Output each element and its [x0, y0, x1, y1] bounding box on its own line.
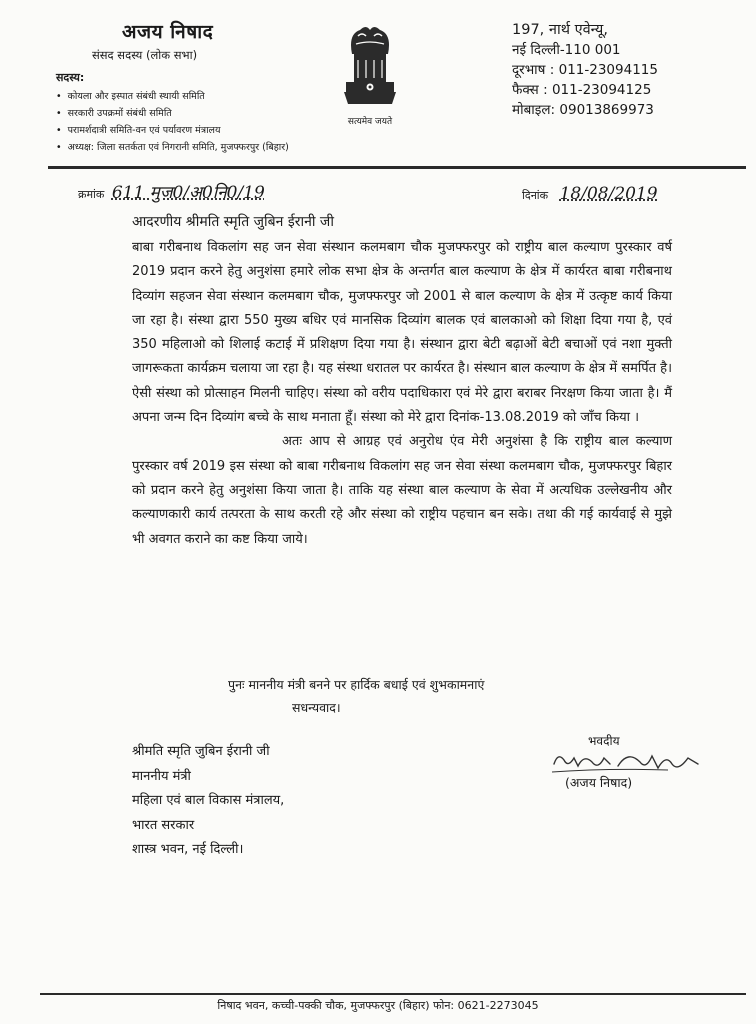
date-value: 18/08/2019 — [559, 184, 658, 204]
fax-number: फैक्स : 011-23094125 — [512, 82, 652, 98]
committee-item: • कोयला और इस्पात संबंधी स्थायी समिति — [56, 88, 396, 105]
salutation: आदरणीय श्रीमति स्मृति जुबिन ईरानी जी — [132, 214, 334, 230]
addressee-block — [132, 740, 284, 863]
body-paragraph: बाबा गरीबनाथ विकलांग सह जन सेवा संस्थान कलमबाग चौक मुजफ्फरपुर को राष्ट्रीय बाल कल्याण पुरस्कार वर्ष 2019 प्रदान करने हेतु अनुशंसा हमारे लोक सभा क्षेत्र के अन्तर्गत बाल कल्याण के क्षेत्र में कार्यरत बाबा गरीबनाथ दिव्यांग सहजन सेवा संस्थान कलमबाग चौक, मुजफ्फरपुर जो 2001 से बाल कल्याण के क्षेत्र में उत्कृष्ट कार्य किया जा रहा है। संस्था द्वारा 550 मुख्य बधिर एवं मानसिक दिव्यांग बालक एवं बालकाओ को शिक्षा दिया गया है, एवं 350 महिलाओ को शिलाई कटाई में प्रशिक्षण दिया गया है। संस्थान द्वारा बेटी बढ़ाओं बेटी बचाओं एवं नशा मुक्ती जागरूकता कार्यक्रम चलाया जा रहा है। यह संस्था धरातल पर कार्यरत है। संस्थान बाल कल्याण के क्षेत्र में समर्पित है। ऐसी संस्था को प्रोत्साहन मिलनी चाहिए। संस्था को वरीय पदाधिकारा एवं मेरे द्वारा बराबर निरक्षण किया जाता है। मैं अपना जन्म दिन दिव्यांग बच्चे के साथ मनाता हूँ। संस्था को मेरे द्वारा दिनांक-13.08.2019 को जाँच किया । — [132, 240, 673, 426]
letter-date — [522, 184, 658, 204]
address-line: नई दिल्ली-110 001 — [512, 42, 621, 58]
letterhead-right — [512, 20, 742, 120]
sender-designation: संसद सदस्य (लोक सभा) — [92, 48, 198, 62]
reference-value: 611 मुज0/अ0नि0/19 — [111, 183, 265, 203]
body-paragraph: अतः आप से आग्रह एवं अनुरोध एंव मेरी अनुशंसा है कि राष्ट्रीय बाल कल्याण पुरस्कार वर्ष 2019 इस संस्था को बाबा गरीबनाथ विकलांग सह जन सेवा संस्था कलमबाग चौक, मुजफ्फरपुर बिहार को प्रदान करने हेतु अनुशंसा किया जाता है। ताकि यह संस्था बाल कल्याण के सेवा में अत्यधिक उल्लेखनीय और कल्याणकारी कार्य तत्परता के साथ करती रहे और संस्था को राष्ट्रीय पहचान बन सके। तथा की गई कार्यवाई से मुझे भी अवगत कराने का कष्ट किया जाये। — [132, 434, 672, 547]
thanks-line: सधन्यवाद। — [292, 700, 341, 715]
committee-item: • परामर्शदात्री समिति-वन एवं पर्यावरण मंत्रालय — [56, 122, 396, 139]
national-emblem-icon — [330, 20, 410, 110]
reference-label: क्रमांक — [78, 188, 105, 201]
emblem-motto: सत्यमेव जयते — [347, 117, 393, 127]
footer-address: निषाद भवन, कच्ची-पक्की चौक, मुजफ्फरपुर (बिहार) फोन: 0621-2273045 — [217, 999, 539, 1012]
reference-number — [78, 180, 265, 203]
mobile-number: मोबाइल: 09013869973 — [512, 102, 654, 118]
addressee-line: शास्त्र भवन, नई दिल्ली। — [132, 842, 244, 857]
date-label: दिनांक — [522, 189, 549, 202]
membership-label: सदस्य: — [56, 71, 85, 84]
closing-line: पुनः माननीय मंत्री बनने पर हार्दिक बधाई एवं शुभकामनाएं — [228, 677, 485, 692]
addressee-line: भारत सरकार — [132, 817, 195, 833]
addressee-line: माननीय मंत्री — [132, 768, 191, 784]
handwritten-signature — [548, 746, 708, 776]
addressee-line: श्रीमति स्मृति जुबिन ईरानी जी — [132, 744, 270, 759]
address-line: 197, नार्थ एवेन्यू, — [512, 22, 608, 38]
committee-item: • सरकारी उपक्रमों संबंधी समिति — [56, 105, 396, 122]
addressee-line: महिला एवं बाल विकास मंत्रालय, — [132, 793, 285, 808]
signatory-name: (अजय निषाद) — [565, 775, 633, 790]
phone-number: दूरभाष : 011-23094115 — [512, 62, 658, 78]
yours-faithfully: भवदीय — [588, 734, 620, 748]
letter-body — [132, 236, 672, 552]
letterhead-divider — [48, 166, 746, 169]
footer-divider — [40, 993, 746, 995]
sender-name: अजय निषाद — [122, 21, 214, 43]
committee-item: • अध्यक्ष: जिला सतर्कता एवं निगरानी समिति, मुजफ्फरपुर (बिहार) — [56, 139, 396, 156]
